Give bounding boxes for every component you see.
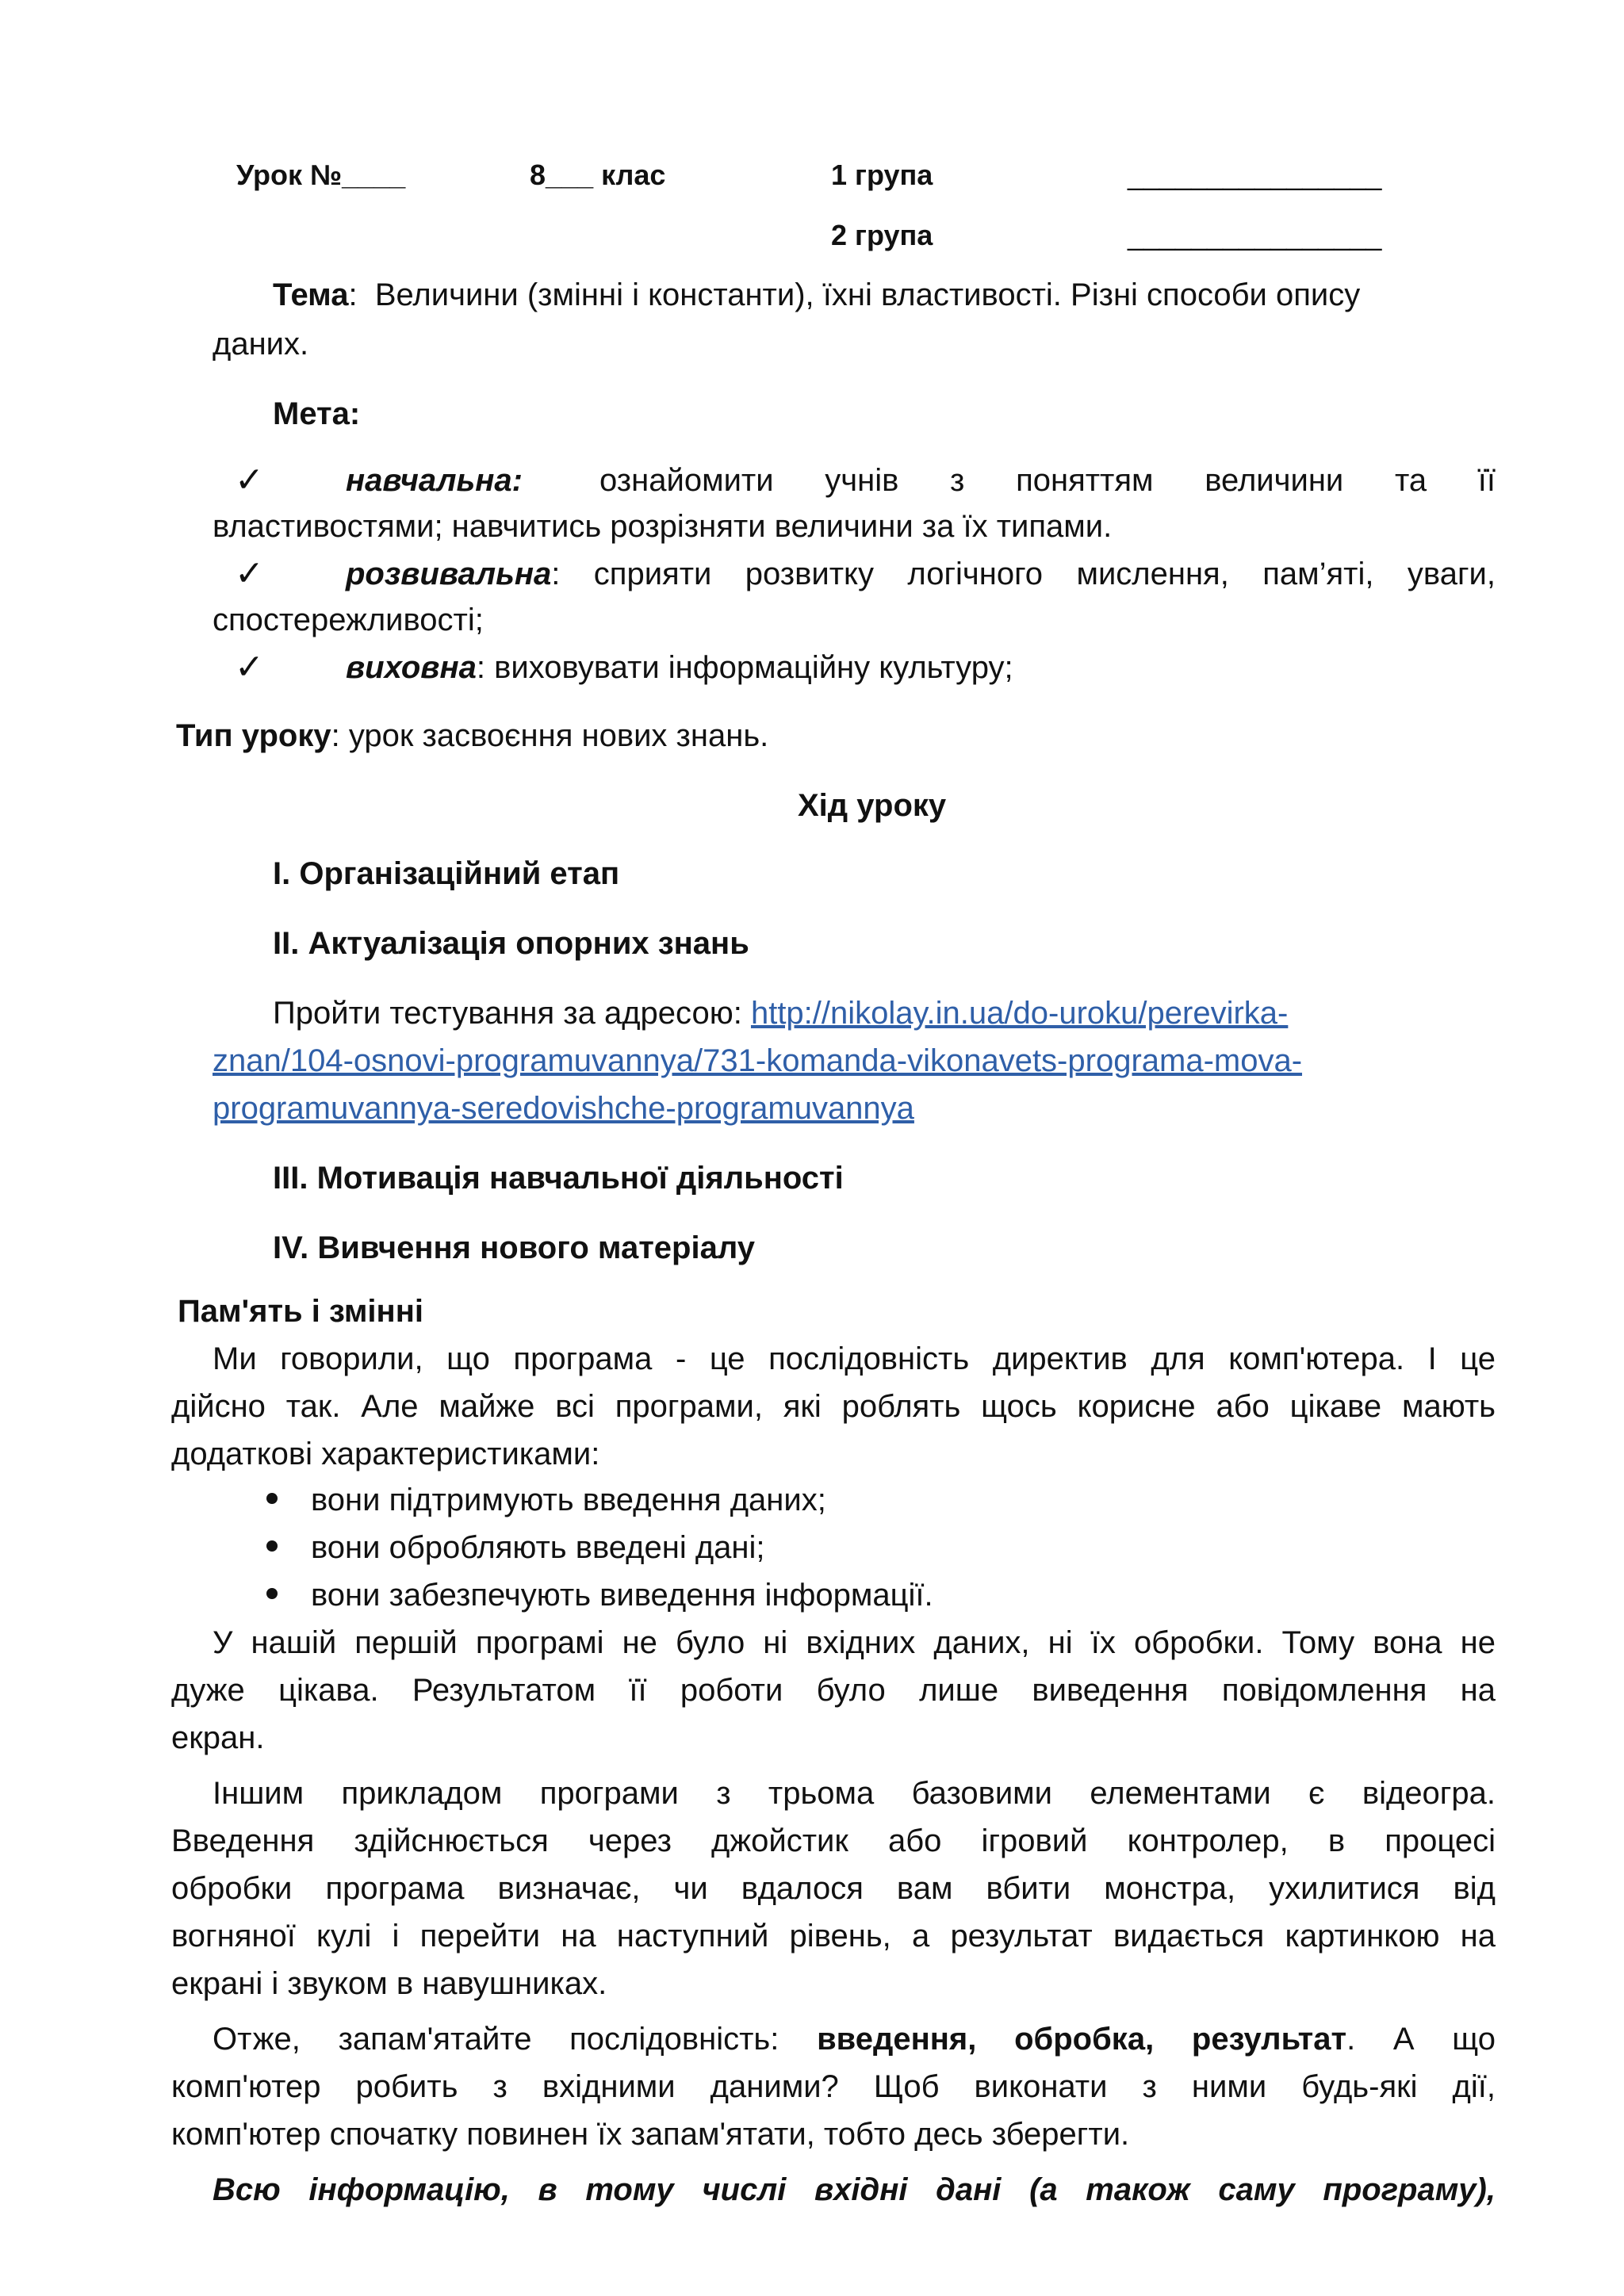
goal-item-3 xyxy=(346,644,1013,691)
p3-line-5: екрані і звуком в навушниках. xyxy=(171,1966,607,2001)
stage-4-heading: IV. Вивчення нового матеріалу xyxy=(273,1230,755,1265)
goal-item-1-line-2: властивостями; навчитись розрізняти величини за їх типами. xyxy=(213,509,1113,544)
test-instruction xyxy=(273,989,1288,1037)
goal-item-2 xyxy=(346,550,1496,598)
test-prefix: Пройти тестування за адресою: xyxy=(273,996,751,1031)
goal-item-1-text: ознайомити учнів з поняттям величини та її xyxy=(599,463,1496,498)
bullet-item-1: вони підтримують введення даних; xyxy=(311,1483,826,1517)
bullet-item-3: вони забезпечують виведення інформації. xyxy=(311,1578,933,1613)
topic-colon: : xyxy=(348,277,358,312)
grade: 8___ клас xyxy=(530,159,666,191)
stage-1-heading: І. Організаційний етап xyxy=(273,856,620,891)
p3-line-3: обробки програма визначає, чи вдалося вам вбити монстра, ухилитися від xyxy=(171,1871,1496,1906)
section-title: Пам'ять і змінні xyxy=(178,1294,423,1329)
lesson-type xyxy=(176,712,768,760)
group-1-blank: ________________ xyxy=(1128,159,1382,191)
bullet-icon xyxy=(266,1588,278,1599)
p1-line-3: додаткові характеристиками: xyxy=(171,1437,600,1471)
goal-item-3-text: : виховувати інформаційну культуру; xyxy=(476,650,1013,685)
goal-item-2-title: розвивальна xyxy=(346,557,552,591)
goal-item-1 xyxy=(346,457,1496,504)
course-title: Хід уроку xyxy=(798,788,947,823)
p2-line-3: екран. xyxy=(171,1720,265,1755)
stage-2-heading: ІІ. Актуалізація опорних знань xyxy=(273,926,749,961)
p2-line-1: У нашій першій програмі не було ні вхідних даних, ні їх обробки. Тому вона не xyxy=(213,1625,1496,1660)
bullet-icon xyxy=(266,1540,278,1552)
p1-line-2: дійсно так. Але майже всі програми, які роблять щось корисне або цікаве мають xyxy=(171,1389,1496,1424)
goal-label: Мета: xyxy=(273,396,361,431)
goal-item-2-line-2: спостережливості; xyxy=(213,603,484,637)
bullet-icon xyxy=(266,1493,278,1504)
check-icon: ✓ xyxy=(235,554,264,593)
bullet-item-2: вони обробляють введені дані; xyxy=(311,1530,765,1565)
p5-line-1: Всю інформацію, в тому числі вхідні дані (а також саму програму), xyxy=(213,2172,1496,2207)
group-1-label: 1 група xyxy=(831,159,933,191)
p3-line-4: вогняної кулі і перейти на наступний рівень, а результат видається картинкою на xyxy=(171,1919,1496,1954)
p3-line-2: Введення здійснюється через джойстик або ігровий контролер, в процесі xyxy=(171,1823,1496,1858)
p2-line-2: дуже цікава. Результатом її роботи було лише виведення повідомлення на xyxy=(171,1673,1496,1708)
p4-line-2: комп'ютер робить з вхідними даними? Щоб виконати з ними будь-які дії, xyxy=(171,2069,1496,2104)
p4-line-3: комп'ютер спочатку повинен їх запам'ятати, тобто десь зберегти. xyxy=(171,2117,1130,2152)
topic-line-1 xyxy=(273,271,1496,319)
check-icon: ✓ xyxy=(235,461,264,499)
goal-item-3-title: виховна xyxy=(346,650,477,685)
goal-item-1-title: навчальна: xyxy=(346,463,523,498)
test-link-part-3[interactable]: programuvannya-seredovishche-programuvannya xyxy=(213,1091,914,1126)
test-link-part-1[interactable]: http://nikolay.in.ua/do-uroku/perevirka- xyxy=(750,996,1289,1031)
topic-line-2: даних. xyxy=(213,327,309,362)
group-2-label: 2 група xyxy=(831,219,933,251)
p3-line-1: Іншим прикладом програми з трьома базовими елементами є відеогра. xyxy=(213,1776,1496,1811)
check-icon: ✓ xyxy=(235,648,264,687)
topic-text: Величини (змінні і константи), їхні властивості. Різні способи опису xyxy=(374,277,1361,312)
lesson-number: Урок №____ xyxy=(236,159,406,191)
stage-3-heading: ІІІ. Мотивація навчальної діяльності xyxy=(273,1161,844,1196)
p4-emphasis: введення, обробка, результат xyxy=(817,2022,1347,2057)
test-link-part-2[interactable]: znan/104-osnovi-programuvannya/731-komanda-vikonavets-programa-mova- xyxy=(213,1043,1303,1078)
lesson-type-label: Тип уроку xyxy=(176,718,331,753)
group-2-blank: ________________ xyxy=(1128,219,1382,251)
lesson-type-text: : урок засвоєння нових знань. xyxy=(331,718,769,753)
goal-item-2-text: : сприяти розвитку логічного мислення, пам’яті, уваги, xyxy=(551,557,1496,591)
p1-line-1: Ми говорили, що програма - це послідовність директив для комп'ютера. І це xyxy=(213,1341,1496,1376)
topic-label: Тема xyxy=(273,277,349,312)
p4-line-1: Отже, запам'ятайте послідовність: введення, обробка, результат. А що xyxy=(213,2022,1496,2057)
